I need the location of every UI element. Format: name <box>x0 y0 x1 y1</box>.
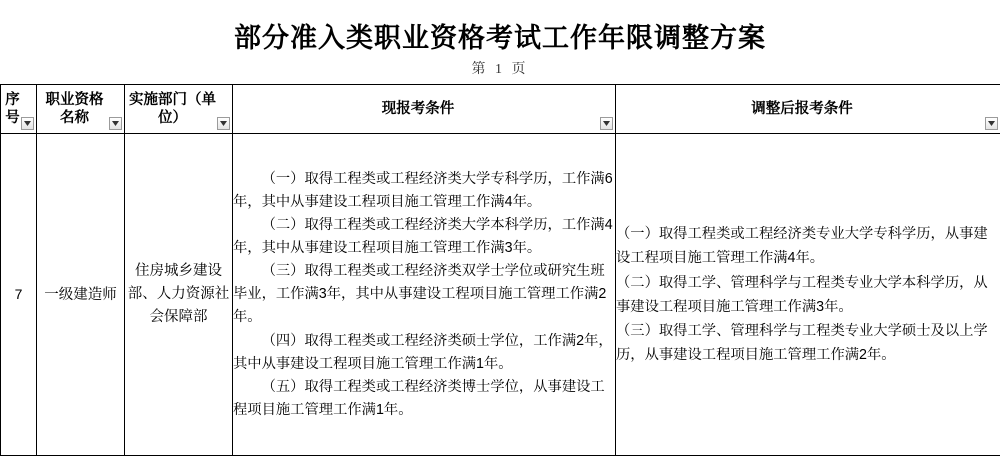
filter-dropdown-icon-department[interactable] <box>217 117 230 130</box>
column-header-certificate-label: 职业资格名称 <box>45 92 104 127</box>
current-conditions-block <box>233 168 615 423</box>
current-condition-item: （三）取得工程类或工程经济类双学士学位或研究生班毕业，工作满3年，其中从事建设工程项目施工管理工作满2年。 <box>233 263 607 326</box>
current-condition-item: （五）取得工程类或工程经济类博士学位，从事建设工程项目施工管理工作满1年。 <box>233 378 605 419</box>
column-header-department <box>125 85 233 134</box>
filter-dropdown-icon-certificate[interactable] <box>109 117 122 130</box>
filter-dropdown-icon-seq[interactable] <box>21 117 34 130</box>
adjusted-condition-item: （二）取得工学、管理科学与工程类专业大学本科学历，从事建设工程项目施工管理工作满3年。 <box>616 274 988 315</box>
column-header-current-conditions-label: 现报考条件 <box>381 101 455 118</box>
table-body <box>1 134 1000 456</box>
cell-department: 住房城乡建设部、人力资源社会保障部 <box>125 134 233 456</box>
cell-certificate: 一级建造师 <box>37 134 125 456</box>
cell-current-conditions <box>233 134 616 456</box>
adjusted-condition-item: （三）取得工学、管理科学与工程类专业大学硕士及以上学历，从事建设工程项目施工管理工作满2年。 <box>616 323 988 364</box>
table-header <box>1 85 1000 134</box>
page-title: 部分准入类职业资格考试工作年限调整方案 <box>234 23 766 53</box>
filter-dropdown-icon-current-conditions[interactable] <box>600 117 613 130</box>
page-number: 第 1 页 <box>471 62 529 78</box>
column-header-seq <box>1 85 37 134</box>
column-header-current-conditions <box>233 85 616 134</box>
filter-dropdown-icon-adjusted-conditions[interactable] <box>985 117 998 130</box>
current-condition-item: （四）取得工程类或工程经济类硕士学位，工作满2年，其中从事建设工程项目施工管理工作满1年。 <box>233 332 613 372</box>
adjusted-conditions-block <box>616 222 1000 368</box>
column-header-certificate <box>37 85 125 134</box>
cell-seq: 7 <box>1 134 37 456</box>
current-condition-item: （二）取得工程类或工程经济类大学本科学历，工作满4年，其中从事建设工程项目施工管理工作满3年。 <box>233 216 613 256</box>
adjusted-condition-item: （一）取得工程类或工程经济类专业大学专科学历，从事建设工程项目施工管理工作满4年。 <box>616 226 988 267</box>
column-header-department-label: 实施部门（单位） <box>129 92 216 127</box>
qualification-table <box>0 84 1000 456</box>
column-header-adjusted-conditions <box>616 85 1000 134</box>
table-header-row <box>1 85 1000 134</box>
column-header-adjusted-conditions-label: 调整后报考条件 <box>751 101 853 118</box>
cell-adjusted-conditions <box>616 134 1000 456</box>
column-header-seq-label: 序号 <box>5 92 20 127</box>
table-row <box>1 134 1000 456</box>
current-condition-item: （一）取得工程类或工程经济类大学专科学历，工作满6年，其中从事建设工程项目施工管理工作满4年。 <box>233 170 613 210</box>
